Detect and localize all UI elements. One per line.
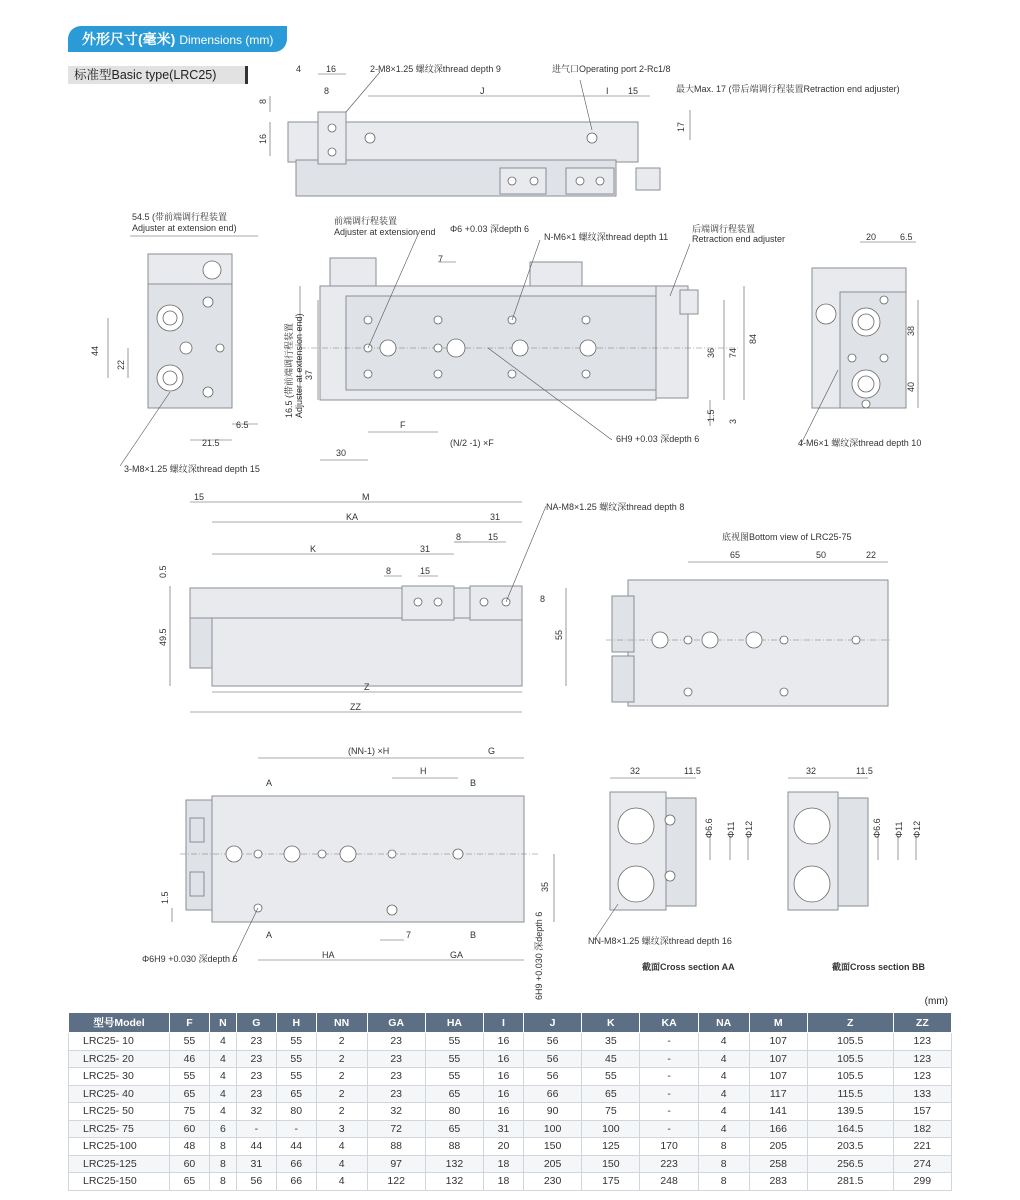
table-cell: - xyxy=(640,1033,698,1051)
table-cell: 55 xyxy=(425,1033,483,1051)
dim-35: 35 xyxy=(540,881,550,892)
table-cell: 55 xyxy=(425,1068,483,1086)
dim-8-v: 8 xyxy=(258,98,268,104)
table-cell: LRC25- 10 xyxy=(69,1033,170,1051)
dim-55: 55 xyxy=(554,629,564,640)
table-cell: 8 xyxy=(209,1173,236,1191)
table-cell: 205 xyxy=(749,1138,807,1156)
table-cell: LRC25-150 xyxy=(69,1173,170,1191)
dim-HA: HA xyxy=(322,950,335,960)
table-cell: 4 xyxy=(209,1085,236,1103)
table-cell: 133 xyxy=(893,1085,951,1103)
table-cell: 18 xyxy=(484,1155,524,1173)
title-en: Dimensions (mm) xyxy=(179,33,274,47)
table-cell: LRC25- 75 xyxy=(69,1120,170,1138)
table-cell: 66 xyxy=(523,1085,581,1103)
table-cell: 31 xyxy=(236,1155,276,1173)
table-cell: 56 xyxy=(523,1033,581,1051)
table-row xyxy=(69,1155,952,1173)
dim-p11-aa: Φ11 xyxy=(726,821,736,838)
dim-11-5-aa: 11.5 xyxy=(684,766,701,776)
table-cell: 105.5 xyxy=(807,1050,893,1068)
table-cell: 8 xyxy=(209,1138,236,1156)
table-cell: LRC25- 30 xyxy=(69,1068,170,1086)
table-body xyxy=(69,1033,952,1191)
table-header-cell: HA xyxy=(425,1013,483,1033)
dim-22-b: 22 xyxy=(866,550,877,560)
dim-p11-bb: Φ11 xyxy=(894,821,904,838)
dim-I: I xyxy=(606,86,609,96)
section-bb xyxy=(788,766,926,972)
dim-8-m2: 8 xyxy=(386,566,392,576)
table-cell: 45 xyxy=(582,1050,640,1068)
table-cell: 170 xyxy=(640,1138,698,1156)
table-cell: 2 xyxy=(316,1085,367,1103)
dim-11-5-bb: 11.5 xyxy=(856,766,873,776)
table-cell: - xyxy=(640,1050,698,1068)
table-header-cell: KA xyxy=(640,1013,698,1033)
table-cell: 97 xyxy=(367,1155,425,1173)
table-cell: 20 xyxy=(484,1138,524,1156)
dim-A-bottom: A xyxy=(266,930,273,940)
table-header-cell: J xyxy=(523,1013,581,1033)
table-cell: 48 xyxy=(170,1138,210,1156)
table-cell: LRC25-125 xyxy=(69,1155,170,1173)
dim-8-m: 8 xyxy=(456,532,462,542)
dim-16-v: 16 xyxy=(258,133,268,144)
dim-7-side: 7 xyxy=(438,254,444,264)
table-cell: 4 xyxy=(209,1103,236,1121)
dim-8-m3: 8 xyxy=(540,594,546,604)
table-cell: 66 xyxy=(276,1173,316,1191)
table-header-cell: GA xyxy=(367,1013,425,1033)
table-header-cell: NA xyxy=(698,1013,749,1033)
table-cell: 2 xyxy=(316,1033,367,1051)
dim-1-5-side: 1.5 xyxy=(706,409,716,422)
table-cell: LRC25-100 xyxy=(69,1138,170,1156)
table-cell: 4 xyxy=(698,1103,749,1121)
table-cell: 65 xyxy=(425,1120,483,1138)
table-cell: 230 xyxy=(523,1173,581,1191)
table-cell: 16 xyxy=(484,1050,524,1068)
end-view-right xyxy=(798,232,921,448)
table-cell: 141 xyxy=(749,1103,807,1121)
dim-15-m: 15 xyxy=(194,492,205,502)
table-cell: 3 xyxy=(316,1120,367,1138)
table-cell: 23 xyxy=(236,1050,276,1068)
dim-p12-aa: Φ12 xyxy=(744,820,754,838)
table-cell: 8 xyxy=(698,1138,749,1156)
label-left-vert-en: Adjuster at extension end) xyxy=(294,313,304,418)
table-row xyxy=(69,1068,952,1086)
table-header-cell: ZZ xyxy=(893,1013,951,1033)
dim-G: G xyxy=(488,746,496,756)
table-cell: 8 xyxy=(698,1173,749,1191)
table-cell: 132 xyxy=(425,1155,483,1173)
dim-20: 20 xyxy=(866,232,877,242)
label-nn-m8: NN-M8×1.25 螺纹深thread depth 16 xyxy=(588,936,732,946)
dim-p6-6-bb: Φ6.6 xyxy=(872,818,882,838)
table-cell: 66 xyxy=(276,1155,316,1173)
table-row xyxy=(69,1085,952,1103)
table-cell: 139.5 xyxy=(807,1103,893,1121)
table-row xyxy=(69,1120,952,1138)
table-cell: 4 xyxy=(698,1085,749,1103)
dim-M: M xyxy=(362,492,370,502)
table-header-cell: K xyxy=(582,1013,640,1033)
table-cell: 123 xyxy=(893,1050,951,1068)
label-adj-ext-en: Adjuster at extension end) xyxy=(132,223,237,233)
dim-22: 22 xyxy=(116,359,126,370)
label-adj-ext-cn: 54.5 (带前端调行程装置 xyxy=(132,212,228,222)
table-cell: 105.5 xyxy=(807,1068,893,1086)
table-cell: 203.5 xyxy=(807,1138,893,1156)
dim-Z: Z xyxy=(364,682,370,692)
dim-K: K xyxy=(310,544,317,554)
table-cell: 23 xyxy=(367,1033,425,1051)
table-cell: 157 xyxy=(893,1103,951,1121)
label-rear-adj-en: Retraction end adjuster xyxy=(692,234,786,244)
dim-F: F xyxy=(400,420,406,430)
table-cell: - xyxy=(640,1103,698,1121)
table-cell: LRC25- 50 xyxy=(69,1103,170,1121)
table-cell: 60 xyxy=(170,1155,210,1173)
label-h9-6: 6H9 +0.03 深depth 6 xyxy=(616,434,700,444)
table-cell: 16 xyxy=(484,1068,524,1086)
label-m8-15: 3-M8×1.25 螺纹深thread depth 15 xyxy=(124,464,260,474)
table-cell: 123 xyxy=(893,1033,951,1051)
title-cn: 外形尺寸(毫米) xyxy=(82,31,176,47)
table-cell: 80 xyxy=(425,1103,483,1121)
table-cell: 55 xyxy=(276,1068,316,1086)
table-cell: 16 xyxy=(484,1033,524,1051)
dim-8-top: 8 xyxy=(324,86,330,96)
table-cell: 55 xyxy=(582,1068,640,1086)
table-header-cell: N xyxy=(209,1013,236,1033)
table-cell: 55 xyxy=(276,1033,316,1051)
table-cell: 274 xyxy=(893,1155,951,1173)
table-cell: 2 xyxy=(316,1050,367,1068)
table-cell: 125 xyxy=(582,1138,640,1156)
table-cell: 166 xyxy=(749,1120,807,1138)
label-phi6: Φ6 +0.03 深depth 6 xyxy=(450,224,529,234)
dim-37: 37 xyxy=(304,369,314,380)
table-header-cell: Z xyxy=(807,1013,893,1033)
dim-32-bb: 32 xyxy=(806,766,817,776)
table-cell: 4 xyxy=(316,1173,367,1191)
label-n-m6: N-M6×1 螺纹深thread depth 11 xyxy=(544,232,669,242)
table-cell: 16 xyxy=(484,1085,524,1103)
dim-15-top: 15 xyxy=(628,86,639,96)
table-cell: 56 xyxy=(523,1050,581,1068)
table-cell: 175 xyxy=(582,1173,640,1191)
table-cell: 88 xyxy=(425,1138,483,1156)
table-cell: 248 xyxy=(640,1173,698,1191)
table-cell: 55 xyxy=(170,1033,210,1051)
table-cell: 80 xyxy=(276,1103,316,1121)
label-m6-10: 4-M6×1 螺纹深thread depth 10 xyxy=(798,438,922,448)
table-header-cell: M xyxy=(749,1013,807,1033)
table-cell: 65 xyxy=(582,1085,640,1103)
table-cell: 4 xyxy=(698,1068,749,1086)
dim-p12-bb: Φ12 xyxy=(912,820,922,838)
label-nn-formula: (NN-1) ×H xyxy=(348,746,390,756)
table-cell: 123 xyxy=(893,1068,951,1086)
bottom-view xyxy=(606,531,890,706)
table-header-row xyxy=(69,1013,952,1033)
dim-ZZ: ZZ xyxy=(350,702,361,712)
side-view xyxy=(283,215,785,460)
table-cell: - xyxy=(276,1120,316,1138)
table-row xyxy=(69,1050,952,1068)
table-cell: 283 xyxy=(749,1173,807,1191)
label-front-adj-cn: 前端调行程装置 xyxy=(334,216,398,226)
dim-p6-6-aa: Φ6.6 xyxy=(704,818,714,838)
table-cell: 56 xyxy=(523,1068,581,1086)
dim-65: 65 xyxy=(730,550,741,560)
table-cell: 55 xyxy=(170,1068,210,1086)
table-cell: 23 xyxy=(367,1085,425,1103)
dim-49-5: 49.5 xyxy=(158,628,168,646)
table-cell: 256.5 xyxy=(807,1155,893,1173)
dim-KA: KA xyxy=(346,512,359,522)
table-cell: 23 xyxy=(367,1068,425,1086)
dim-74: 74 xyxy=(728,347,738,358)
table-cell: 23 xyxy=(236,1085,276,1103)
table-cell: 2 xyxy=(316,1068,367,1086)
table-cell: 100 xyxy=(523,1120,581,1138)
table-cell: LRC25- 20 xyxy=(69,1050,170,1068)
label-front-adj-en: Adjuster at extension end xyxy=(334,227,436,237)
table-cell: 31 xyxy=(484,1120,524,1138)
label-top-port: 进气口Operating port 2-Rc1/8 xyxy=(552,64,671,74)
subtitle: 标准型Basic type(LRC25) xyxy=(68,66,248,84)
dim-15-m3: 15 xyxy=(420,566,431,576)
table-cell: 18 xyxy=(484,1173,524,1191)
table-header-cell: NN xyxy=(316,1013,367,1033)
table-cell: - xyxy=(640,1068,698,1086)
label-left-vert-cn: 16.5 (带前端调行程装置 xyxy=(284,322,294,418)
table-cell: 4 xyxy=(209,1050,236,1068)
end-view-left xyxy=(90,211,260,474)
table-cell: 258 xyxy=(749,1155,807,1173)
table-header-cell: F xyxy=(170,1013,210,1033)
table-cell: 16 xyxy=(484,1103,524,1121)
side-view-k xyxy=(158,492,684,712)
dim-H: H xyxy=(420,766,427,776)
table-cell: 90 xyxy=(523,1103,581,1121)
table-cell: 150 xyxy=(582,1155,640,1173)
table-cell: 6 xyxy=(209,1120,236,1138)
table-unit: (mm) xyxy=(924,996,948,1007)
table-cell: 4 xyxy=(316,1155,367,1173)
table-cell: 65 xyxy=(170,1173,210,1191)
table-cell: 32 xyxy=(367,1103,425,1121)
dim-50: 50 xyxy=(816,550,827,560)
table-cell: 75 xyxy=(170,1103,210,1121)
table-cell: - xyxy=(640,1085,698,1103)
table-cell: 4 xyxy=(698,1050,749,1068)
table-cell: 35 xyxy=(582,1033,640,1051)
table-cell: 4 xyxy=(209,1033,236,1051)
table-cell: 105.5 xyxy=(807,1033,893,1051)
dim-84: 84 xyxy=(748,333,758,344)
label-top-max: 最大Max. 17 (带后端调行程装置Retraction end adjuster) xyxy=(676,84,900,94)
dim-15-m2: 15 xyxy=(488,532,499,542)
label-h9-030: 6H9 +0.030 深depth 6 xyxy=(534,911,544,1000)
table-cell: 107 xyxy=(749,1033,807,1051)
table-row xyxy=(69,1103,952,1121)
table-cell: 55 xyxy=(425,1050,483,1068)
table-cell: 56 xyxy=(236,1173,276,1191)
table-cell: LRC25- 40 xyxy=(69,1085,170,1103)
table-cell: - xyxy=(640,1120,698,1138)
table-cell: 4 xyxy=(209,1068,236,1086)
dim-0-5: 0.5 xyxy=(158,565,168,578)
table-cell: 164.5 xyxy=(807,1120,893,1138)
table-cell: 4 xyxy=(698,1033,749,1051)
table-cell: 182 xyxy=(893,1120,951,1138)
table-cell: 46 xyxy=(170,1050,210,1068)
table-cell: 44 xyxy=(236,1138,276,1156)
dim-7-h: 7 xyxy=(406,930,412,940)
table-cell: 150 xyxy=(523,1138,581,1156)
table-cell: 32 xyxy=(236,1103,276,1121)
section-aa xyxy=(588,766,754,972)
table-cell: 299 xyxy=(893,1173,951,1191)
top-view xyxy=(258,63,900,196)
table-cell: 223 xyxy=(640,1155,698,1173)
dim-4: 4 xyxy=(296,64,302,74)
table-header-cell: G xyxy=(236,1013,276,1033)
dim-36: 36 xyxy=(706,347,716,358)
table-cell: 55 xyxy=(276,1050,316,1068)
table-cell: 75 xyxy=(582,1103,640,1121)
table-header-cell: H xyxy=(276,1013,316,1033)
dim-A-top: A xyxy=(266,778,273,788)
label-rear-adj-cn: 后端调行程装置 xyxy=(692,224,756,234)
table-cell: 23 xyxy=(236,1033,276,1051)
dim-16: 16 xyxy=(326,64,337,74)
table-cell: 65 xyxy=(425,1085,483,1103)
table-cell: 2 xyxy=(316,1103,367,1121)
label-section-bb: 截面Cross section BB xyxy=(832,962,926,972)
dim-21-5: 21.5 xyxy=(202,438,220,448)
dim-1-5-h: 1.5 xyxy=(160,891,170,904)
label-n-formula: (N/2 -1) ×F xyxy=(450,438,494,448)
dim-6-5-right: 6.5 xyxy=(900,232,913,242)
label-phi6h9: Φ6H9 +0.030 深depth 6 xyxy=(142,954,238,964)
table-cell: 115.5 xyxy=(807,1085,893,1103)
table-header-cell: I xyxy=(484,1013,524,1033)
dim-32-aa: 32 xyxy=(630,766,641,776)
table-row xyxy=(69,1173,952,1191)
dim-38: 38 xyxy=(906,325,916,336)
dim-B-top: B xyxy=(470,778,477,788)
table-cell: 60 xyxy=(170,1120,210,1138)
table-cell: 4 xyxy=(316,1138,367,1156)
table-cell: 4 xyxy=(698,1120,749,1138)
table-cell: - xyxy=(236,1120,276,1138)
table-cell: 122 xyxy=(367,1173,425,1191)
table-cell: 23 xyxy=(236,1068,276,1086)
table-cell: 205 xyxy=(523,1155,581,1173)
table-cell: 221 xyxy=(893,1138,951,1156)
spec-table xyxy=(68,1012,952,1191)
dim-GA: GA xyxy=(450,950,464,960)
dim-30: 30 xyxy=(336,448,347,458)
label-na-m8: NA-M8×1.25 螺纹深thread depth 8 xyxy=(546,502,685,512)
dim-44: 44 xyxy=(90,345,100,356)
table-cell: 132 xyxy=(425,1173,483,1191)
table-row xyxy=(69,1033,952,1051)
table-cell: 117 xyxy=(749,1085,807,1103)
table-cell: 65 xyxy=(170,1085,210,1103)
table-cell: 107 xyxy=(749,1050,807,1068)
table-cell: 100 xyxy=(582,1120,640,1138)
table-cell: 8 xyxy=(698,1155,749,1173)
table-header-cell: 型号Model xyxy=(69,1013,170,1033)
dim-31-a: 31 xyxy=(490,512,501,522)
table-cell: 281.5 xyxy=(807,1173,893,1191)
label-top-thread: 2-M8×1.25 螺纹深thread depth 9 xyxy=(370,64,501,74)
table-cell: 44 xyxy=(276,1138,316,1156)
dim-31-b: 31 xyxy=(420,544,431,554)
dim-17: 17 xyxy=(676,121,686,132)
side-view-h xyxy=(142,746,554,1000)
table-cell: 107 xyxy=(749,1068,807,1086)
dim-40: 40 xyxy=(906,381,916,392)
table-cell: 65 xyxy=(276,1085,316,1103)
dim-B-bottom: B xyxy=(470,930,477,940)
dim-3: 3 xyxy=(728,418,738,424)
label-bottom-view: 底视图Bottom view of LRC25-75 xyxy=(722,532,852,542)
table-cell: 72 xyxy=(367,1120,425,1138)
label-section-aa: 截面Cross section AA xyxy=(642,962,735,972)
table-cell: 8 xyxy=(209,1155,236,1173)
dim-6-5-left: 6.5 xyxy=(236,420,249,430)
table-cell: 23 xyxy=(367,1050,425,1068)
dim-J: J xyxy=(480,86,485,96)
table-cell: 88 xyxy=(367,1138,425,1156)
table-row xyxy=(69,1138,952,1156)
